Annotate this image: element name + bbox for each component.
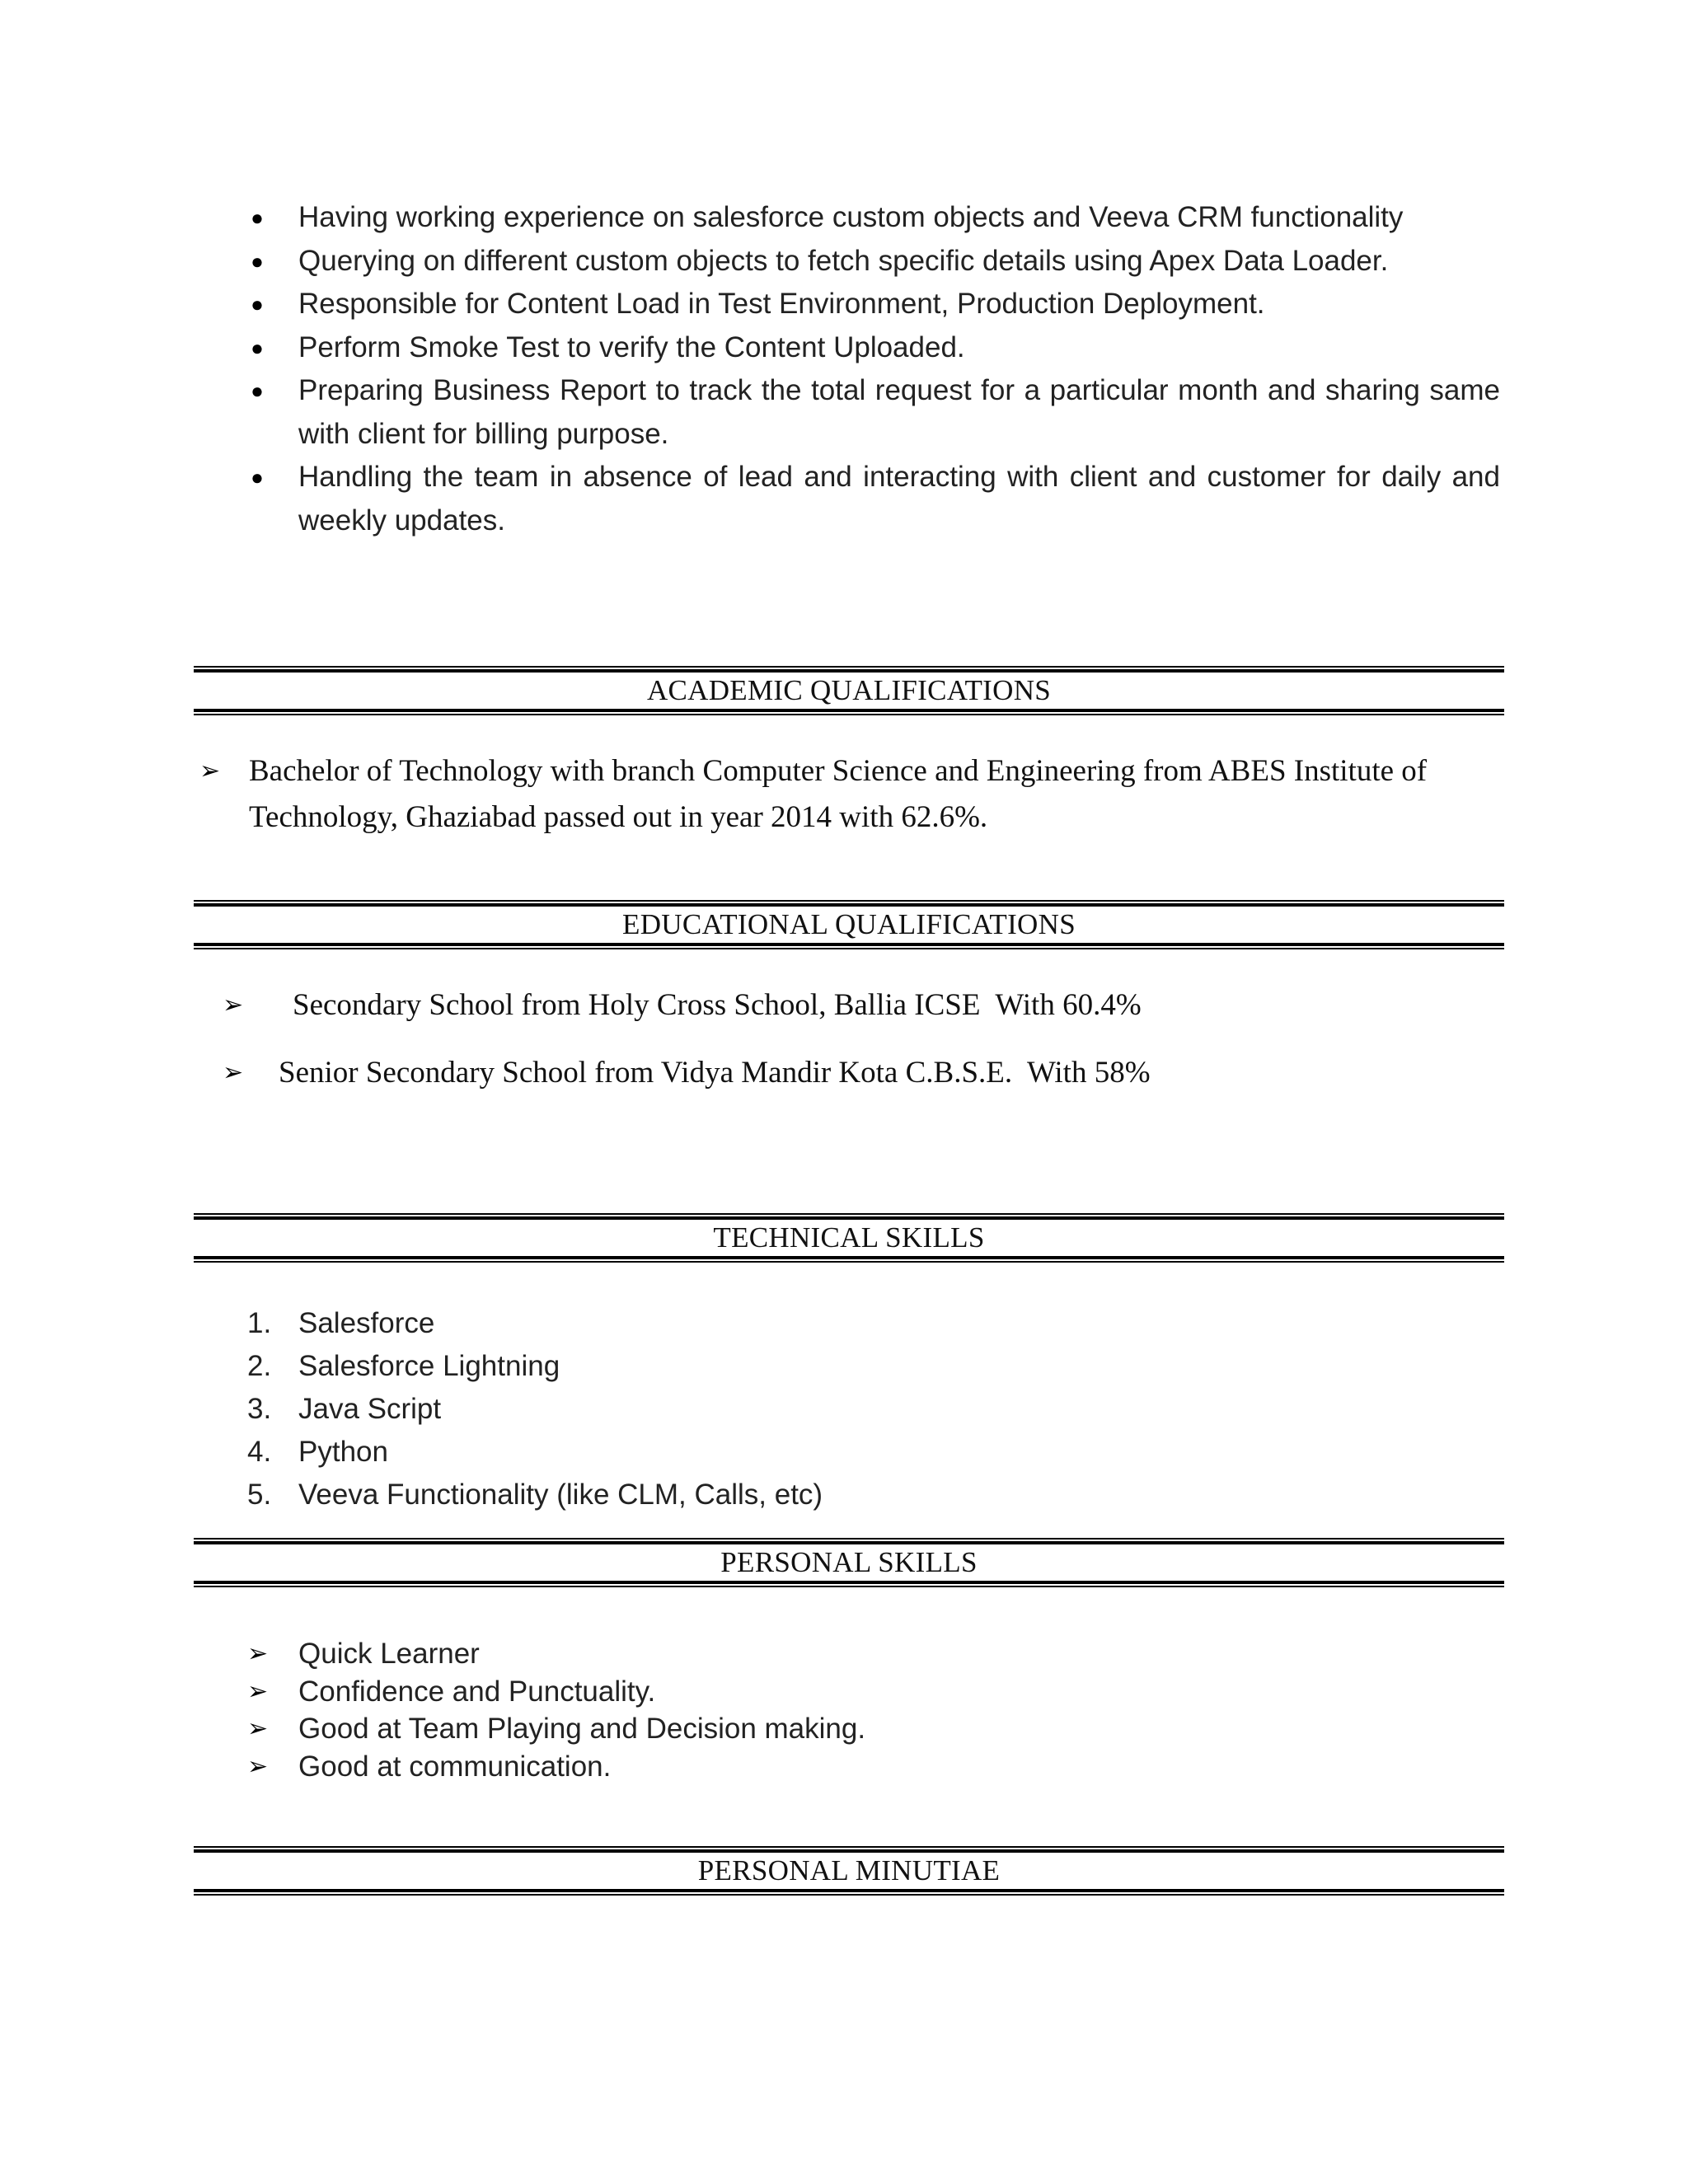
divider (194, 1538, 1504, 1544)
list-item: 1. Salesforce (247, 1307, 435, 1339)
arrow-bullet-icon: ➢ (223, 991, 244, 1019)
list-item: 3. Java Script (247, 1393, 442, 1425)
divider (194, 1889, 1504, 1896)
list-item: ➢ Quick Learner (247, 1635, 865, 1673)
academic-section-header (194, 666, 1504, 715)
divider (194, 1256, 1504, 1263)
list-item: ● Having working experience on salesforce custom objects and Veeva CRM functionality (247, 196, 1500, 240)
section-title: PERSONAL MINUTIAE (697, 1854, 1001, 1886)
list-item: ➢ Good at communication. (247, 1748, 865, 1786)
list-item: 4. Python (247, 1436, 388, 1468)
divider (194, 1846, 1504, 1853)
bullet-dot-icon: ● (251, 205, 264, 230)
educational-section-header (194, 900, 1504, 949)
technical-skills-list (247, 1302, 823, 1516)
list-item: ● Preparing Business Report to track the total request for a particular month and sharing same with client for billing purpose. (247, 369, 1500, 456)
list-item: ● Querying on different custom objects to fetch specific details using Apex Data Loader. (247, 240, 1500, 284)
list-item: 2. Salesforce Lightning (247, 1350, 560, 1382)
arrow-bullet-icon: ➢ (247, 1640, 269, 1667)
experience-duties-list (247, 196, 1500, 542)
technical-section-header (194, 1213, 1504, 1263)
arrow-bullet-icon: ➢ (199, 757, 221, 785)
list-item: ● Handling the team in absence of lead and interacting with client and customer for daily and weekly updates. (247, 456, 1500, 542)
list-item: ● Responsible for Content Load in Test Environment, Production Deployment. (247, 283, 1500, 326)
divider (194, 709, 1504, 715)
section-title: PERSONAL SKILLS (720, 1546, 978, 1578)
academic-item: ➢ Bachelor of Technology with branch Computer Science and Engineering from ABES Institute of Technology, Ghaziabad passed out in year 2014 with 62.6%. (199, 748, 1485, 841)
list-item: ● Perform Smoke Test to verify the Content Uploaded. (247, 326, 1500, 370)
bullet-dot-icon: ● (251, 378, 264, 403)
divider (194, 1213, 1504, 1220)
arrow-bullet-icon: ➢ (247, 1752, 269, 1780)
list-item: ➢ Secondary School from Holy Cross School, Ballia ICSE With 60.4% (223, 982, 1142, 1029)
list-item: ➢ Confidence and Punctuality. (247, 1673, 865, 1711)
personal-skills-list (247, 1635, 865, 1785)
divider (194, 943, 1504, 949)
arrow-bullet-icon: ➢ (223, 1059, 244, 1086)
arrow-bullet-icon: ➢ (247, 1677, 269, 1705)
bullet-dot-icon: ● (251, 335, 264, 360)
divider (194, 1581, 1504, 1587)
personal-skills-section-header (194, 1538, 1504, 1587)
personal-minutiae-section-header (194, 1846, 1504, 1896)
list-item: ➢ Good at Team Playing and Decision making. (247, 1710, 865, 1748)
bullet-dot-icon: ● (251, 292, 264, 316)
section-title: TECHNICAL SKILLS (713, 1221, 985, 1254)
list-item: 5. Veeva Functionality (like CLM, Calls, etc) (247, 1479, 823, 1511)
bullet-dot-icon: ● (251, 248, 264, 274)
section-title: ACADEMIC QUALIFICATIONS (646, 674, 1052, 706)
list-item: ➢ Senior Secondary School from Vidya Mandir Kota C.B.S.E. With 58% (223, 1050, 1151, 1096)
section-title: EDUCATIONAL QUALIFICATIONS (622, 908, 1076, 940)
divider (194, 900, 1504, 907)
bullet-dot-icon: ● (251, 465, 264, 490)
arrow-bullet-icon: ➢ (247, 1715, 269, 1742)
divider (194, 666, 1504, 673)
